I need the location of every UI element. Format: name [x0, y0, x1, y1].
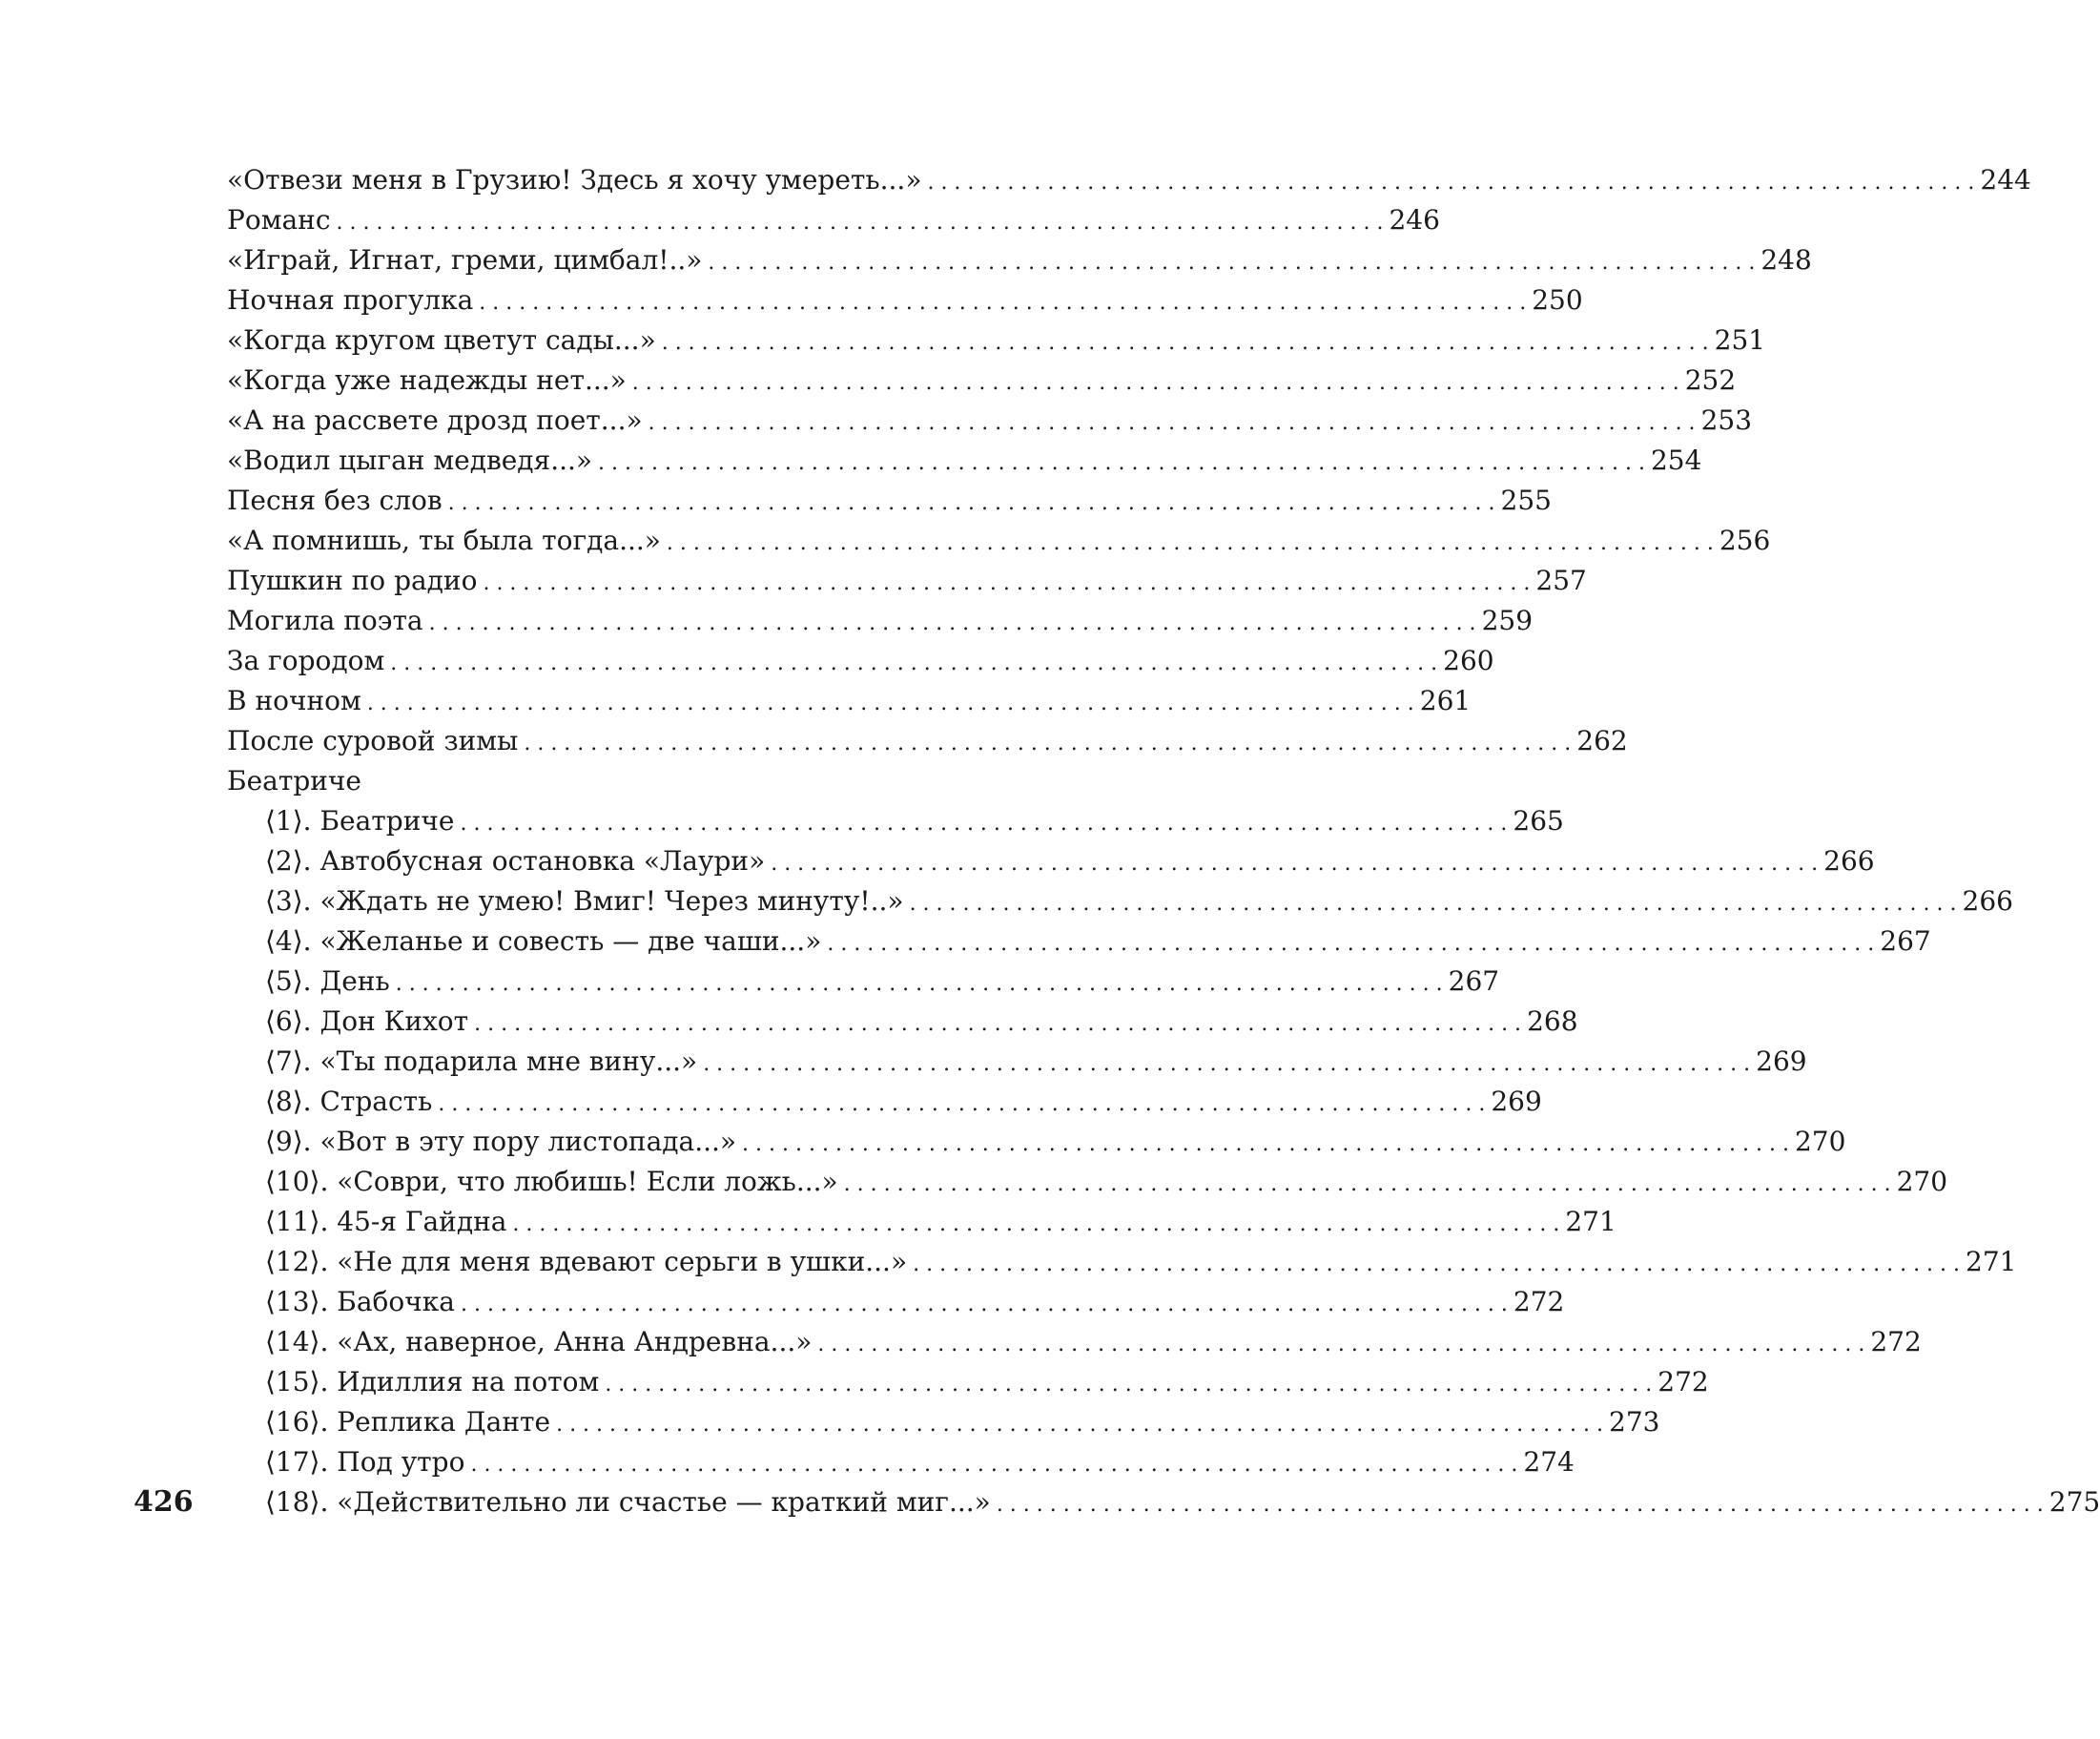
toc-subentry: [227, 1442, 1575, 1482]
toc-entry-title: После суровой зимы: [227, 725, 519, 756]
toc-entry-title: За городом: [227, 645, 385, 676]
toc-entry-title: «Когда кругом цветут сады...»: [227, 324, 656, 356]
dot-leader: [844, 1165, 1891, 1205]
dot-leader: [910, 884, 1957, 924]
toc-entry-title: ⟨13⟩. Бабочка: [265, 1286, 455, 1317]
toc-entry-page: 244: [1980, 164, 2031, 196]
toc-entry-title: «Играй, Игнат, греми, цимбал!..»: [227, 244, 703, 276]
toc-entry-page: 267: [1448, 965, 1500, 997]
toc-subentry: [227, 1242, 2017, 1282]
toc-entry: [227, 200, 1440, 240]
dot-leader: [460, 804, 1507, 844]
dot-leader: [474, 1004, 1521, 1045]
dot-leader: [429, 604, 1476, 644]
dot-leader: [461, 1285, 1508, 1325]
toc-entry-page: 272: [1657, 1366, 1709, 1397]
toc-entry-title: «А помнишь, ты была тогда...»: [227, 525, 661, 556]
toc-entry: [227, 401, 1753, 441]
toc-entry-page: 259: [1481, 605, 1534, 636]
toc-entry-page: 266: [1962, 885, 2013, 917]
dot-leader: [470, 1445, 1517, 1485]
toc-entry-title: ⟨1⟩. Беатриче: [265, 805, 455, 837]
dot-leader: [997, 1485, 2044, 1525]
toc-entry-page: 270: [1794, 1126, 1846, 1157]
dot-leader: [742, 1125, 1789, 1165]
dot-leader: [396, 964, 1443, 1004]
toc-subentry: [227, 1282, 1565, 1322]
toc-entry-page: 254: [1650, 445, 1702, 476]
toc-entry-page: 269: [1491, 1086, 1542, 1117]
toc-entry-title: «Когда уже надежды нет...»: [227, 364, 627, 396]
toc-subentry: [227, 841, 1875, 881]
toc-section-heading: [227, 761, 1047, 801]
toc-entry: [227, 521, 1771, 561]
toc-entry-title: ⟨5⟩. День: [265, 965, 390, 997]
toc-entry-page: 262: [1576, 725, 1628, 756]
toc-subentry: [227, 1042, 1807, 1082]
toc-entry-title: ⟨3⟩. «Ждать не умею! Вмиг! Через минуту!..»: [265, 885, 904, 917]
toc-entry: [227, 160, 2031, 200]
toc-subentry: [227, 1082, 1542, 1122]
toc-entry: [227, 240, 1812, 280]
dot-leader: [632, 363, 1679, 404]
toc-entry-page: 266: [1823, 845, 1875, 877]
toc-subentry: [227, 1122, 1846, 1162]
toc-entry-page: 256: [1719, 525, 1771, 556]
toc-entry-page: 251: [1714, 324, 1766, 356]
dot-leader: [667, 524, 1714, 564]
toc-subentry: [227, 1002, 1578, 1042]
toc-entry-page: 252: [1684, 364, 1737, 396]
toc-entry-title: «Отвези меня в Грузию! Здесь я хочу умереть...»: [227, 164, 922, 196]
dot-leader: [367, 684, 1414, 724]
toc-entry-page: 253: [1700, 404, 1753, 436]
toc-entry-title: ⟨12⟩. «Не для меня вдевают серьги в ушки...»: [265, 1246, 908, 1277]
dot-leader: [662, 323, 1709, 363]
toc-entry-title: ⟨17⟩. Под утро: [265, 1446, 465, 1478]
dot-leader: [483, 564, 1530, 604]
toc-subentry: [227, 1322, 1922, 1362]
toc-subentry: [227, 801, 1564, 841]
page-number: 426: [134, 1485, 194, 1519]
toc-entry: [227, 721, 1628, 761]
toc-entry-page: 271: [1565, 1206, 1616, 1237]
toc-entry: [227, 481, 1552, 521]
dot-leader: [598, 444, 1645, 484]
toc-entry-title: ⟨16⟩. Реплика Данте: [265, 1406, 551, 1438]
toc-entry-title: ⟨14⟩. «Ах, наверное, Анна Андревна...»: [265, 1326, 813, 1357]
toc-entry-page: 268: [1527, 1005, 1578, 1037]
toc-subentry: [227, 1362, 1709, 1402]
toc-entry-page: 270: [1896, 1166, 1948, 1197]
dot-leader: [512, 1205, 1559, 1245]
toc-subentry: [227, 1202, 1616, 1242]
toc-entry-page: 255: [1500, 485, 1552, 516]
toc-entry: [227, 321, 1766, 361]
toc-entry: [227, 601, 1534, 641]
toc-entry-title: ⟨11⟩. 45-я Гайдна: [265, 1206, 507, 1237]
toc-entry-title: ⟨18⟩. «Действительно ли счастье — краткий миг...»: [265, 1486, 991, 1518]
toc-section-title: Беатриче: [227, 765, 361, 797]
toc-entry-title: «А на рассвете дрозд поет...»: [227, 404, 643, 436]
toc-entry-page: 248: [1760, 244, 1812, 276]
toc-entry: [227, 280, 1583, 321]
toc-entry-title: ⟨7⟩. «Ты подарила мне вину...»: [265, 1045, 698, 1077]
toc-entry-page: 261: [1419, 685, 1472, 716]
dot-leader: [438, 1085, 1485, 1125]
toc-entry-title: «Водил цыган медведя...»: [227, 445, 593, 476]
toc-subentry: [227, 1402, 1660, 1442]
dot-leader: [913, 1245, 1960, 1285]
toc-entry-title: ⟨8⟩. Страсть: [265, 1086, 433, 1117]
dot-leader: [708, 243, 1755, 283]
toc-entry-page: 246: [1389, 204, 1440, 236]
toc-entry-title: Ночная прогулка: [227, 284, 474, 316]
toc-entry-page: 265: [1513, 805, 1564, 837]
dot-leader: [817, 1325, 1864, 1365]
dot-leader: [649, 404, 1696, 444]
toc-entry-title: ⟨9⟩. «Вот в эту пору листопада...»: [265, 1126, 737, 1157]
dot-leader: [448, 484, 1495, 524]
toc-entry-title: Романс: [227, 204, 331, 236]
toc-entry-page: 271: [1966, 1246, 2017, 1277]
toc-entry-title: ⟨4⟩. «Желанье и совесть — две чаши...»: [265, 925, 822, 957]
toc-subentry: [227, 962, 1500, 1002]
dot-leader: [703, 1045, 1750, 1085]
dot-leader: [479, 283, 1526, 323]
toc-subentry: [227, 881, 2013, 921]
toc-entry-page: 260: [1443, 645, 1494, 676]
toc-entry-page: 273: [1609, 1406, 1660, 1438]
toc-entry: [227, 681, 1472, 721]
toc-entry-page: 272: [1870, 1326, 1922, 1357]
toc-entry-page: 267: [1880, 925, 1931, 957]
dot-leader: [390, 644, 1437, 684]
dot-leader: [556, 1405, 1603, 1445]
toc-entry-title: ⟨15⟩. Идиллия на потом: [265, 1366, 600, 1397]
toc-entry: [227, 361, 1737, 401]
toc-entry-page: 272: [1513, 1286, 1565, 1317]
toc-entry-page: 274: [1523, 1446, 1575, 1478]
toc-subentry: [227, 921, 1931, 962]
toc-entry: [227, 561, 1587, 601]
toc-entry-page: 250: [1532, 284, 1583, 316]
toc-subentry: [227, 1162, 1948, 1202]
dot-leader: [605, 1365, 1652, 1405]
toc-entry-title: Могила поэта: [227, 605, 423, 636]
toc-entry-title: Песня без слов: [227, 485, 443, 516]
table-of-contents: [227, 160, 2100, 1522]
dot-leader: [337, 203, 1384, 243]
toc-entry-page: 275: [2049, 1486, 2100, 1518]
dot-leader: [524, 724, 1571, 764]
dot-leader: [827, 924, 1874, 964]
dot-leader: [771, 844, 1818, 884]
toc-subentry: [227, 1482, 2100, 1522]
toc-entry-title: ⟨6⟩. Дон Кихот: [265, 1005, 469, 1037]
toc-entry: [227, 641, 1494, 681]
toc-entry-page: 257: [1535, 565, 1587, 596]
dot-leader: [927, 163, 1974, 203]
toc-entry-title: ⟨10⟩. «Соври, что любишь! Если ложь...»: [265, 1166, 838, 1197]
toc-entry-page: 269: [1756, 1045, 1807, 1077]
toc-entry-title: В ночном: [227, 685, 361, 716]
toc-entry-title: ⟨2⟩. Автобусная остановка «Лаури»: [265, 845, 766, 877]
toc-entry: [227, 441, 1702, 481]
toc-entry-title: Пушкин по радио: [227, 565, 478, 596]
